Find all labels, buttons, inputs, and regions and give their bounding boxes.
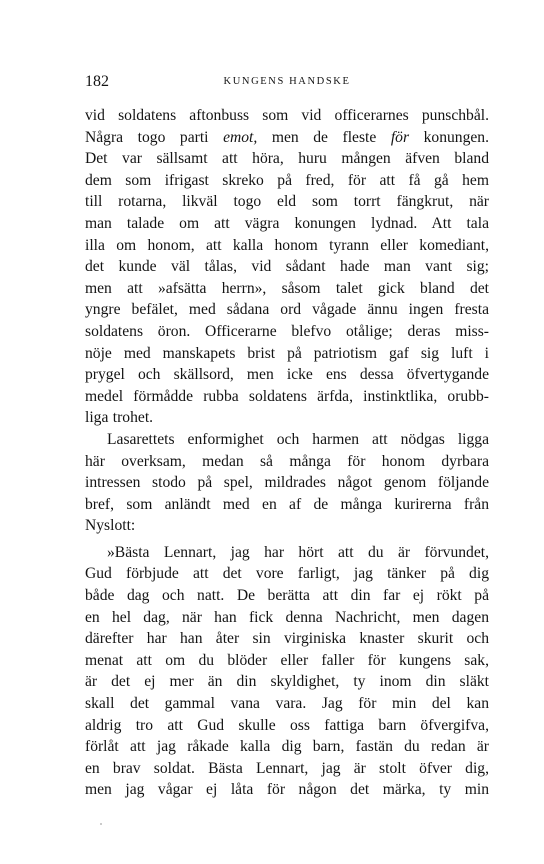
text-line: till rotarna, likväl togo eld som torrt fängkrut, när <box>85 193 489 211</box>
text-line: man talade om att vägra konungen lydnad. Att tala <box>85 214 489 232</box>
text-line: intressen stodo på spel, mildrades något genom följande <box>85 474 489 492</box>
book-page <box>85 72 489 801</box>
text-line: men att »afsätta herrn», såsom talet gick bland det <box>85 279 489 297</box>
text-line: soldatens öron. Officerarne blefvo otålige; deras miss- <box>85 322 489 340</box>
text-line: liga trohet. <box>85 409 154 427</box>
text-line: prygel och skällsord, men icke ens dessa öfvertygande <box>85 366 489 384</box>
text-line: yngre befälet, med sådana ord vågade ännu ingen fresta <box>85 301 489 319</box>
text-line: en brav soldat. Bästa Lennart, jag är stolt öfver dig, <box>85 759 489 777</box>
emphasis-text: för <box>390 128 410 146</box>
text-line: Det var sällsamt att höra, huru mången äfven bland <box>85 150 489 168</box>
text-line <box>85 127 489 149</box>
text-fragment: Några togo parti <box>85 128 224 146</box>
body-text <box>85 105 489 801</box>
text-line: aldrig tro att Gud skulle oss fattiga barn öfvergifva, <box>85 716 489 734</box>
text-line: illa om honom, att kalla honom tyrann eller komediant, <box>85 236 489 254</box>
running-title: KUNGENS HANDSKE <box>223 76 351 87</box>
text-line: men jag vågar ej låta för någon det märka, ty min <box>85 781 489 799</box>
paper-speck <box>100 823 102 825</box>
text-line: vid soldatens aftonbuss som vid officerarnes punschbål. <box>85 107 489 124</box>
text-line: är det ej mer än din skyldighet, ty inom din släkt <box>85 673 489 691</box>
page-number: 182 <box>85 73 109 90</box>
text-fragment: konungen. <box>409 128 489 146</box>
text-line: medel förmådde rubba soldatens ärfda, instinktlika, orubb- <box>85 387 489 405</box>
page-header <box>85 72 489 94</box>
text-line: Lasarettets enformighet och harmen att nödgas ligga <box>107 430 489 448</box>
text-line: »Bästa Lennart, jag har hört att du är förvundet, <box>107 543 489 561</box>
text-line: förlåt att jag råkade kalla dig barn, fastän du redan är <box>85 738 489 756</box>
text-line: en hel dag, när han fick denna Nachricht, men dagen <box>85 608 489 626</box>
text-line: menat att om du blöder eller faller för kungens sak, <box>85 651 489 669</box>
text-line: skall det gammal vana vara. Jag för min del kan <box>85 695 489 713</box>
emphasis-text: emot, <box>223 128 258 146</box>
text-line: Gud förbjude att det vore farligt, jag tänker på dig <box>85 565 489 583</box>
text-line: dem som ifrigast skreko på fred, för att få gå hem <box>85 171 489 189</box>
text-line: det kunde väl tålas, vid sådant hade man vant sig; <box>85 258 489 276</box>
text-line: här overksam, medan så många för honom dyrbara <box>85 452 489 470</box>
text-line: nöje med manskapets brist på patriotism gaf sig luft i <box>85 344 489 362</box>
text-line: både dag och natt. De berätta att din far ej rökt på <box>85 587 489 605</box>
text-line: därefter har han åter sin virginiska knaster skurit och <box>85 630 489 648</box>
text-line: Nyslott: <box>85 517 136 535</box>
text-line: bref, som anländt med en af de många kurirerna från <box>85 495 489 513</box>
text-fragment: men de fleste <box>257 128 391 146</box>
